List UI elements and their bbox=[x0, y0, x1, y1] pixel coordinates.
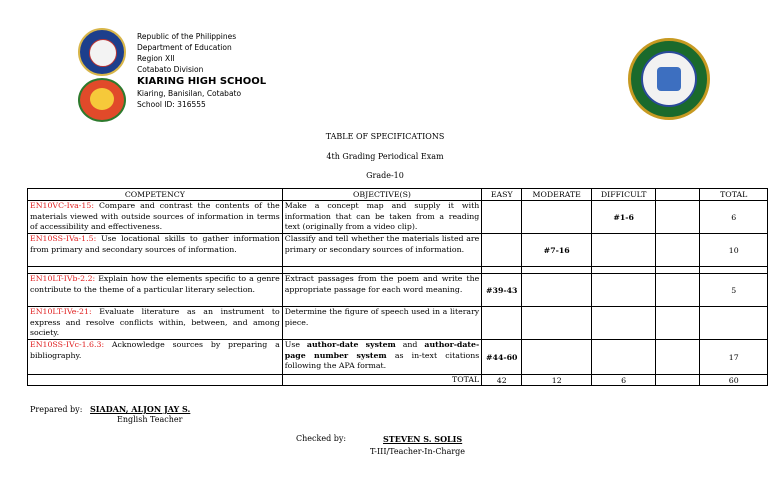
checked-by-name: STEVEN S. SOLIS bbox=[383, 434, 463, 444]
header-line: Republic of the Philippines bbox=[137, 32, 237, 41]
total-row-blank bbox=[28, 375, 283, 386]
school-name: KIARING HIGH SCHOOL bbox=[137, 76, 267, 87]
competency-code: EN10LT-IVb-2.2: bbox=[30, 274, 96, 283]
header-moderate: MODERATE bbox=[522, 189, 592, 201]
header-line: Cotabato Division bbox=[137, 65, 204, 74]
objective-cell bbox=[282, 340, 481, 375]
header-line: Department of Education bbox=[137, 43, 232, 52]
blank-cell bbox=[656, 307, 700, 340]
blank-cell bbox=[656, 201, 700, 234]
total-cell: 6 bbox=[700, 201, 768, 234]
exam-title: 4th Grading Periodical Exam bbox=[326, 152, 444, 161]
difficult-cell bbox=[592, 340, 656, 375]
school-address: Kiaring, Banisilan, Cotabato bbox=[137, 89, 242, 98]
prepared-by-label: Prepared by: bbox=[30, 405, 83, 414]
table-header-row bbox=[28, 189, 768, 201]
checked-by-role: T-III/Teacher-In-Charge bbox=[370, 447, 466, 456]
competency-code: EN10LT-IVe-21: bbox=[30, 307, 92, 316]
difficult-cell bbox=[592, 274, 656, 307]
total-cell: 5 bbox=[700, 274, 768, 307]
competency-text: Compare and contrast the contents of the materials viewed with outside sources of information in terms of accessibility and effectiveness. bbox=[30, 201, 280, 231]
objective-emphasis: author-date system bbox=[306, 340, 396, 349]
objective-text: and bbox=[395, 340, 425, 349]
moderate-cell bbox=[522, 307, 592, 340]
total-label: TOTAL bbox=[282, 375, 481, 386]
moderate-cell bbox=[522, 340, 592, 375]
competency-cell bbox=[28, 307, 283, 340]
table-row bbox=[28, 234, 768, 267]
objective-emphasis: author-date-page number system bbox=[284, 340, 480, 360]
document-title: TABLE OF SPECIFICATIONS bbox=[325, 132, 445, 141]
table-row bbox=[28, 201, 768, 234]
school-id: School ID: 316555 bbox=[137, 100, 206, 109]
header-total: TOTAL bbox=[700, 189, 768, 201]
competency-cell bbox=[28, 274, 283, 307]
specifications-table bbox=[27, 188, 768, 386]
competency-text: Explain how the elements specific to a genre contribute to the theme of a particular literary selection. bbox=[30, 274, 280, 294]
competency-text: Use locational skills to gather information from primary and secondary sources of information. bbox=[30, 234, 280, 254]
letterhead bbox=[137, 31, 266, 110]
competency-cell bbox=[28, 201, 283, 234]
header-easy: EASY bbox=[482, 189, 522, 201]
competency-cell bbox=[28, 340, 283, 375]
easy-cell bbox=[482, 307, 522, 340]
prepared-by-line bbox=[30, 404, 190, 414]
table-row bbox=[28, 340, 768, 375]
moderate-cell bbox=[522, 201, 592, 234]
table-row bbox=[28, 307, 768, 340]
total-difficult: 6 bbox=[592, 375, 656, 386]
objective-cell: Classify and tell whether the materials listed are primary or secondary sources of information. bbox=[282, 234, 481, 267]
easy-cell bbox=[482, 234, 522, 267]
total-row bbox=[28, 375, 768, 386]
moderate-cell bbox=[522, 274, 592, 307]
checked-by-name-wrap bbox=[383, 434, 462, 444]
competency-code: EN10VC-Iva-15: bbox=[30, 201, 94, 210]
objective-text: Use bbox=[284, 340, 307, 349]
moderate-cell: #7-16 bbox=[522, 234, 592, 267]
table-row bbox=[28, 274, 768, 307]
easy-cell bbox=[482, 201, 522, 234]
easy-cell: #44-60 bbox=[482, 340, 522, 375]
deped-seal-logo bbox=[78, 28, 126, 76]
blank-cell bbox=[656, 234, 700, 267]
competency-cell bbox=[28, 234, 283, 267]
total-cell: 10 bbox=[700, 234, 768, 267]
spacer-row bbox=[28, 267, 768, 274]
objective-cell: Make a concept map and supply it with information that can be taken from a reading text (originally from a video clip). bbox=[282, 201, 481, 234]
header-blank bbox=[656, 189, 700, 201]
objective-text: as in-text citations following the APA format. bbox=[284, 350, 480, 370]
total-row-blank bbox=[656, 375, 700, 386]
header-line: Region XII bbox=[137, 54, 175, 63]
difficult-cell bbox=[592, 234, 656, 267]
difficult-cell: #1-6 bbox=[592, 201, 656, 234]
easy-cell: #39-43 bbox=[482, 274, 522, 307]
total-moderate: 12 bbox=[522, 375, 592, 386]
blank-cell bbox=[656, 274, 700, 307]
objective-cell: Determine the figure of speech used in a literary piece. bbox=[282, 307, 481, 340]
school-seal-logo bbox=[628, 38, 710, 120]
total-cell bbox=[700, 307, 768, 340]
checked-by-label: Checked by: bbox=[296, 434, 347, 443]
competency-code: EN10SS-IVa-1.5: bbox=[30, 234, 97, 243]
difficult-cell bbox=[592, 307, 656, 340]
grade-level: Grade-10 bbox=[366, 171, 404, 180]
competency-code: EN10SS-IVc-1.6.3: bbox=[30, 340, 105, 349]
division-seal-logo bbox=[78, 78, 126, 122]
blank-cell bbox=[656, 340, 700, 375]
header-competency: COMPETENCY bbox=[28, 189, 283, 201]
competency-text: Evaluate literature as an instrument to express and resolve conflicts within, between, and among society. bbox=[30, 307, 280, 337]
header-objectives: OBJECTIVE(S) bbox=[282, 189, 481, 201]
total-easy: 42 bbox=[482, 375, 522, 386]
header-difficult: DIFFICULT bbox=[592, 189, 656, 201]
prepared-by-name: SIADAN, ALJON JAY S. bbox=[90, 404, 191, 414]
competency-text: Acknowledge sources by preparing a bibliography. bbox=[30, 340, 280, 360]
grand-total: 60 bbox=[700, 375, 768, 386]
objective-cell: Extract passages from the poem and write the appropriate passage for each word meaning. bbox=[282, 274, 481, 307]
total-cell: 17 bbox=[700, 340, 768, 375]
prepared-by-role: English Teacher bbox=[117, 415, 183, 424]
